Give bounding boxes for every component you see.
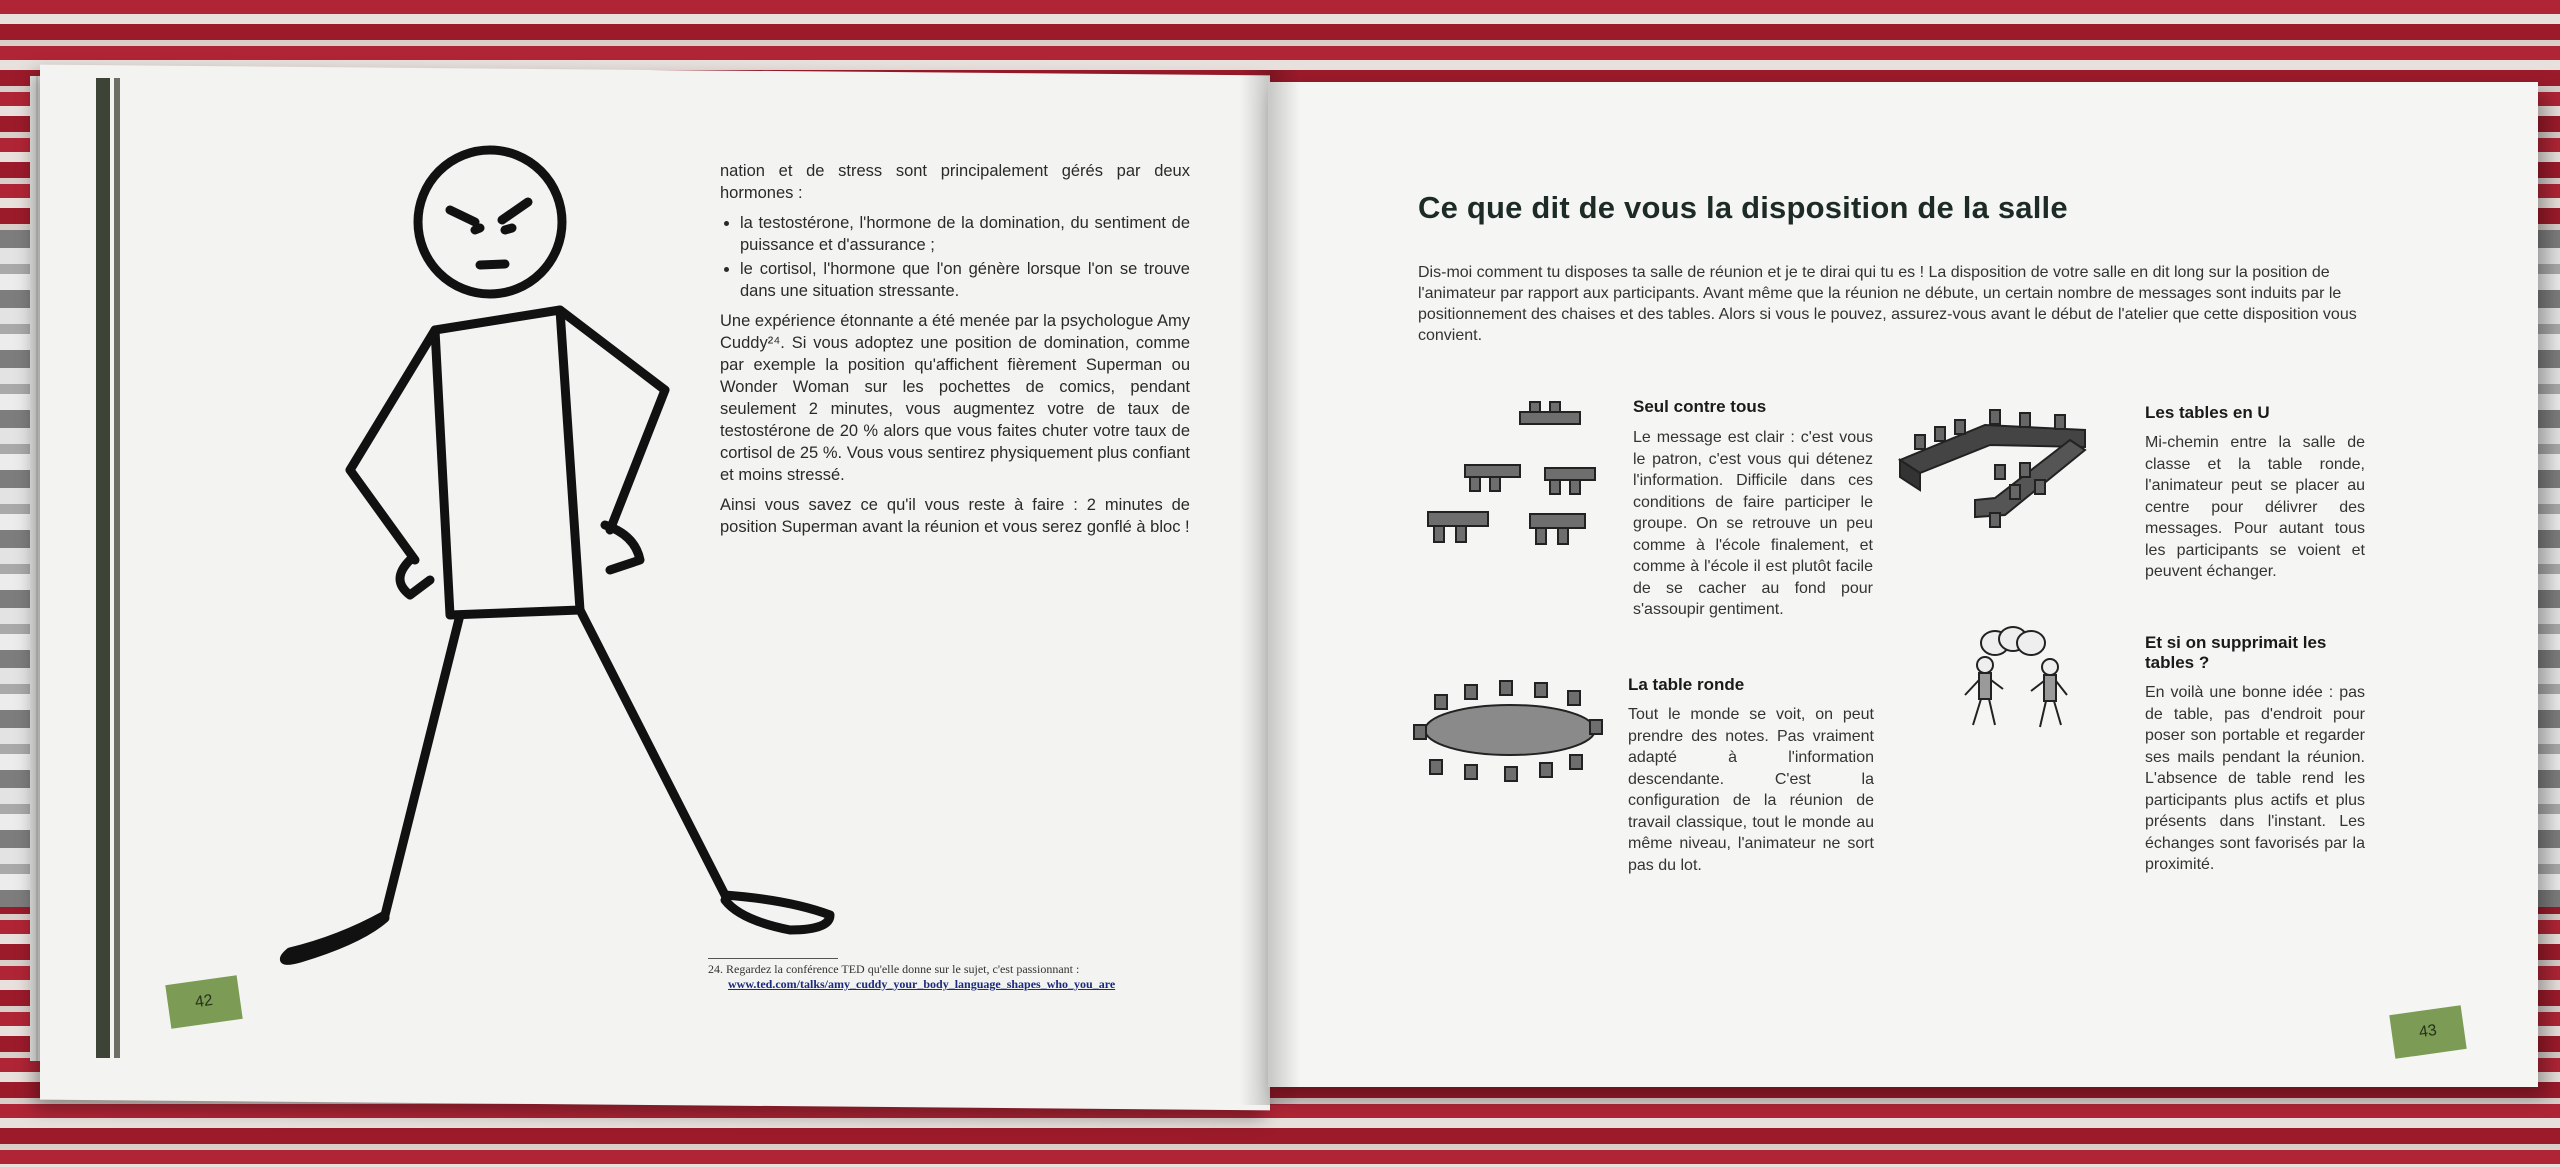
section-text-table-ronde: Tout le monde se voit, on peut prendre des notes. Pas vraiment adapté à l'information descendante. C'est la configuration de la réunion de travail classique, tout le monde au même niveau, l'animateur ne sort pas du lot. <box>1628 706 1874 874</box>
section-text-tables-en-u: Mi-chemin entre la salle de classe et la table ronde, l'animateur peut se placer au centre pour délivrer des messages. Pour autant tous les participants se voient et peuvent échanger. <box>2145 434 2365 580</box>
paragraph-superman: Ainsi vous savez ce qu'il vous reste à faire : 2 minutes de position Superman avant la réunion et vous serez gonflé à bloc ! <box>720 496 1190 536</box>
footnote-text: 24. Regardez la conférence TED qu'elle donne sur le sujet, c'est passionnant : <box>708 962 1080 976</box>
page-number-tab: 42 <box>165 975 242 1029</box>
footnote <box>708 962 1178 992</box>
right-page <box>1268 82 2538 1087</box>
section-text-seul-contre-tous: Le message est clair : c'est vous le patron, c'est vous qui détenez l'information. Difficile dans ces conditions de faire participer le groupe. On se retrouve un peu comme à l'école finalement, et comme à l'école il est plutôt facile de se cacher au fond pour s'assoupir gentiment. <box>1633 429 1873 618</box>
page-title: Ce que dit de vous la disposition de la salle <box>1418 190 2068 225</box>
list-item: • la testostérone, l'hormone de la domination, du sentiment de puissance et d'assurance ; <box>740 212 1190 256</box>
round-table-illustration <box>1410 675 1610 795</box>
paragraph-amy-cuddy: Une expérience étonnante a été menée par la psychologue Amy Cuddy²⁴. Si vous adoptez une position de domination, comme par exemple la position qu'affichent fièrement Superman ou Wonder Woman sur les pochettes de comics, pendant seulement 2 minutes, vous augmentez votre de taux de testostérone de 20 % alors que vous faites chuter votre taux de cortisol de 25 %. Vous vous sentirez physiquement plus confiant et moins stressé. <box>720 312 1190 484</box>
cover-edge <box>96 78 110 1058</box>
section-heading-sans-tables: Et si on supprimait les tables ? <box>2145 633 2327 672</box>
cover-edge-inner <box>114 78 120 1058</box>
section-heading-tables-en-u: Les tables en U <box>2145 403 2270 422</box>
footnote-rule <box>708 958 838 959</box>
bullets-intro: nation et de stress sont principalement gérés par deux hormones : <box>720 162 1190 202</box>
hormone-list <box>720 212 1190 302</box>
page-number-tab: 43 <box>2389 1005 2466 1059</box>
section-text-sans-tables: En voilà une bonne idée : pas de table, pas d'endroit pour poser son portable et regarder ses mails pendant la réunion. L'absence de table rend les participants plus actifs et plus présents dans l'instant. Les échanges sont favorisés par la proximité. <box>2145 684 2365 873</box>
people-without-tables-illustration <box>1955 625 2075 745</box>
intro-paragraph: Dis-moi comment tu disposes ta salle de réunion et je te dirai qui tu es ! La disposition de votre salle en dit long sur la position de l'animateur par rapport aux participants. Avant même que la réunion ne débute, un certain nombre de messages sont induits par le positionnement des chaises et des tables. Alors si vous le pouvez, assurez-vous avant le début de l'atelier que cette disposition vous convient. <box>1418 264 2357 344</box>
left-page-text <box>720 160 1190 546</box>
book-gutter <box>1240 70 1300 1105</box>
section-heading-table-ronde: La table ronde <box>1628 675 1745 694</box>
list-item: • le cortisol, l'hormone que l'on génère lorsque l'on se trouve dans une situation stressante. <box>740 258 1190 302</box>
u-tables-illustration <box>1895 405 2105 545</box>
section-heading-seul-contre-tous: Seul contre tous <box>1633 397 1767 416</box>
classroom-layout-illustration <box>1420 400 1610 580</box>
footnote-url-link[interactable]: www.ted.com/talks/amy_cuddy_your_body_language_shapes_who_you_are <box>728 977 1116 991</box>
